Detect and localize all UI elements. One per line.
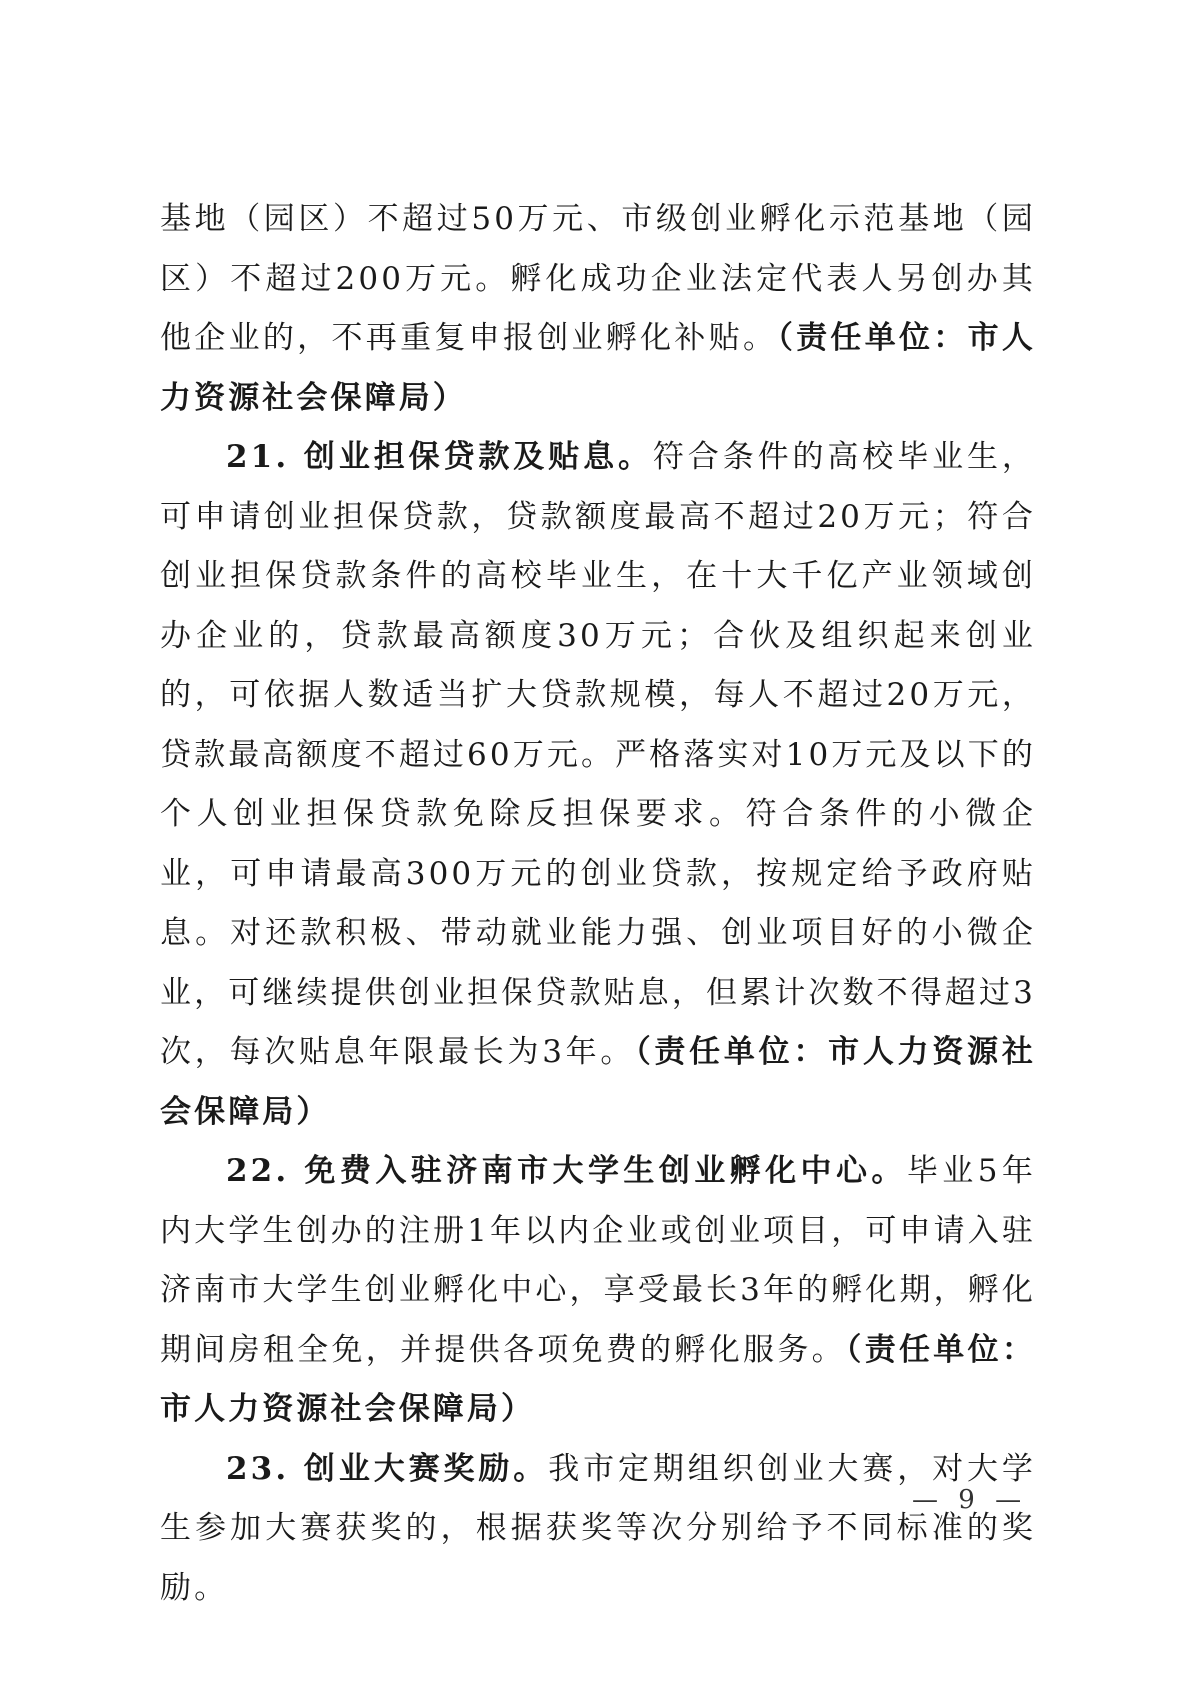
page-number: — 9 — xyxy=(912,1485,1028,1515)
responsible-unit: （责任单位：市人力资源社会保障局） xyxy=(160,1034,1037,1130)
paragraph-item-22 xyxy=(160,1142,1036,1440)
paragraph-body: 我市定期组织创业大赛，对大学生参加大赛获奖的，根据获奖等次分别给予不同标准的奖励。 xyxy=(160,1450,1036,1606)
item-heading: 23. 创业大赛奖励。 xyxy=(226,1450,549,1487)
paragraph-item-23 xyxy=(160,1440,1036,1619)
paragraph-continued xyxy=(160,190,1036,428)
paragraph-item-21 xyxy=(160,428,1036,1142)
responsible-unit: （责任单位：市人力资源社会保障局） xyxy=(160,320,1036,416)
item-heading: 21. 创业担保贷款及贴息。 xyxy=(226,439,653,475)
paragraph-body: 毕业5年内大学生创办的注册1年以内企业或创业项目，可申请入驻济南市大学生创业孵化中心，享受最长3年的孵化期，孵化期间房租全免，并提供各项免费的孵化服务。 xyxy=(160,1153,1037,1368)
paragraph-body: 基地（园区）不超过50万元、市级创业孵化示范基地（园区）不超过200万元。孵化成功企业法定代表人另创办其他企业的，不再重复申报创业孵化补贴。 xyxy=(160,201,1036,356)
responsible-unit: （责任单位：市人力资源社会保障局） xyxy=(160,1331,1036,1427)
item-heading: 22. 免费入驻济南市大学生创业孵化中心。 xyxy=(226,1153,907,1189)
document-page xyxy=(160,190,1036,1618)
paragraph-body: 符合条件的高校毕业生，可申请创业担保贷款，贷款额度最高不超过20万元；符合创业担保贷款条件的高校毕业生，在十大千亿产业领域创办企业的，贷款最高额度30万元；合伙及组织起来创业的，可依据人数适当扩大贷款规模，每人不超过20万元，贷款最高额度不超过60万元。严格落实对10万元及以下的个人创业担保贷款免除反担保要求。符合条件的小微企业，可申请最高300万元的创业贷款，按规定给予政府贴息。对还款积极、带动就业能力强、创业项目好的小微企业，可继续提供创业担保贷款贴息，但累计次数不得超过3次，每次贴息年限最长为3年。 xyxy=(160,439,1036,1070)
